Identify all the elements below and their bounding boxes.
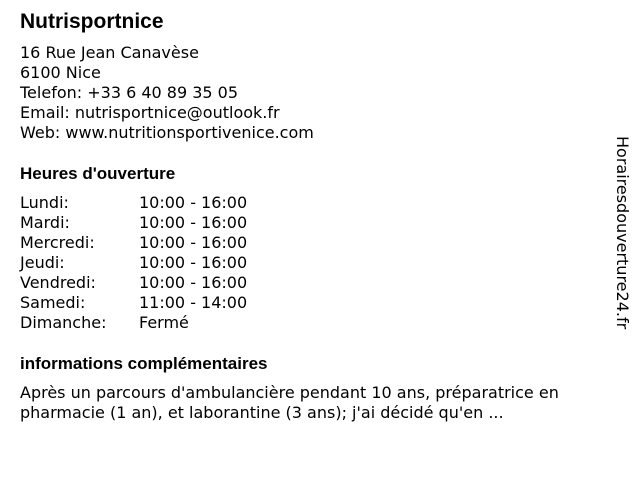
website-line[interactable]: Web: www.nutritionsportivenice.com <box>20 123 314 142</box>
hours-row-wednesday <box>20 233 610 253</box>
day-label: Samedi: <box>20 293 86 312</box>
info-heading: informations complémentaires <box>20 354 268 373</box>
day-label: Mercredi: <box>20 233 95 252</box>
hours-row-monday <box>20 193 610 213</box>
site-watermark: Horairesdouverture24.fr <box>613 136 632 330</box>
hours-heading: Heures d'ouverture <box>20 164 176 183</box>
day-label: Lundi: <box>20 193 69 212</box>
day-label: Jeudi: <box>20 253 65 272</box>
time-value: 10:00 - 16:00 <box>139 213 248 232</box>
day-label: Mardi: <box>20 213 70 232</box>
day-label: Dimanche: <box>20 313 107 332</box>
opening-hours-list <box>20 193 610 333</box>
time-value: 10:00 - 16:00 <box>139 233 248 252</box>
email-line[interactable]: Email: nutrisportnice@outlook.fr <box>20 103 280 122</box>
address-street: 16 Rue Jean Canavèse <box>20 43 199 62</box>
phone-line[interactable]: Telefon: +33 6 40 89 35 05 <box>20 83 239 102</box>
time-value: 11:00 - 14:00 <box>139 293 248 312</box>
day-label: Vendredi: <box>20 273 96 292</box>
hours-row-sunday <box>20 313 610 333</box>
info-description: Après un parcours d'ambulancière pendant 10 ans, préparatrice en pharmacie (1 an), et laborantine (3 ans); j'ai décidé qu'en ... <box>20 383 559 422</box>
address-city: 6100 Nice <box>20 63 101 82</box>
hours-row-thursday <box>20 253 610 273</box>
business-card <box>20 10 610 423</box>
time-value: 10:00 - 16:00 <box>139 193 248 212</box>
time-value: 10:00 - 16:00 <box>139 273 248 292</box>
hours-row-tuesday <box>20 213 610 233</box>
business-name: Nutrisportnice <box>20 10 164 33</box>
hours-row-friday <box>20 273 610 293</box>
hours-row-saturday <box>20 293 610 313</box>
time-value: 10:00 - 16:00 <box>139 253 248 272</box>
time-value: Fermé <box>139 313 189 332</box>
